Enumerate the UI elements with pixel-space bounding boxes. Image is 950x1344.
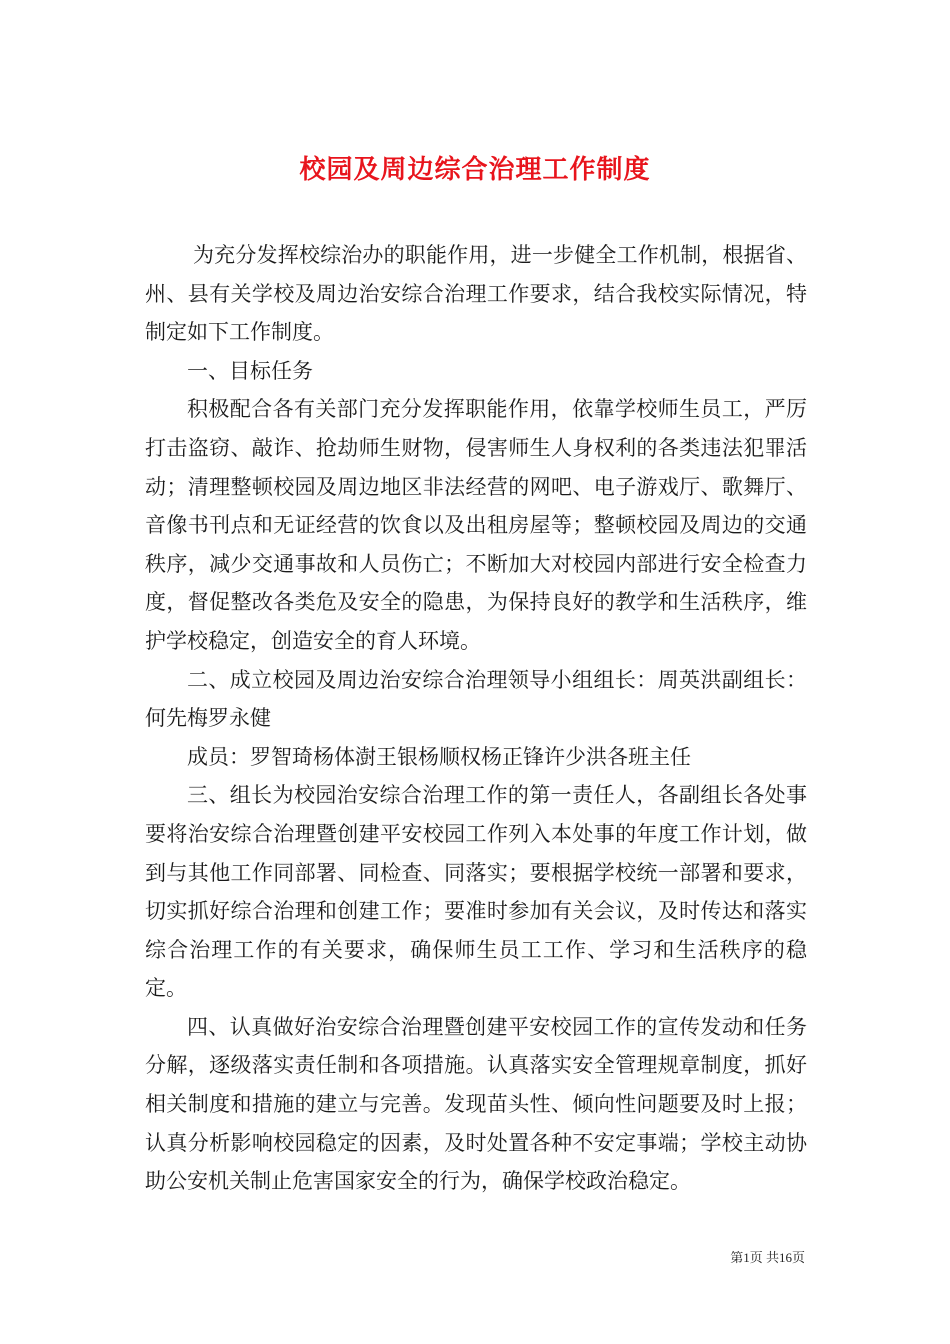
paragraph-members: 成员：罗智琦杨体澍王银杨顺权杨正锋许少洪各班主任: [187, 744, 691, 769]
page-title: 校园及周边综合治理工作制度: [299, 155, 651, 186]
paragraph-responsibility: 三、组长为校园治安综合治理工作的第一责任人，各副组长各处事要将治安综合治理暨创建平安校园工作列入本处事的年度工作计划，做到与其他工作同部署、同检查、同落实；要根据学校统一部署和要求，切实抓好综合治理和创建工作；要准时参加有关会议，及时传达和落实综合治理工作的有关要求，确保师生员工工作、学习和生活秩序的稳定。: [145, 783, 807, 1001]
footer-total-pages: 16: [778, 1250, 792, 1265]
paragraph-publicity: 四、认真做好治安综合治理暨创建平安校园工作的宣传发动和任务分解，逐级落实责任制和各项措施。认真落实安全管理规章制度，抓好相关制度和措施的建立与完善。发现苗头性、倾向性问题要及时上报；认真分析影响校园稳定的因素，及时处置各种不安定事端；学校主动协助公安机关制止危害国家安全的行为，确保学校政治稳定。: [145, 1014, 807, 1194]
page-footer: [0, 1247, 805, 1266]
footer-prefix: 第: [730, 1250, 744, 1265]
paragraph-goals: 积极配合各有关部门充分发挥职能作用，依靠学校师生员工，严厉打击盗窃、敲诈、抢劫师生财物，侵害师生人身权利的各类违法犯罪活动；清理整顿校园及周边地区非法经营的网吧、电子游戏厅、歌舞厅、音像书刊点和无证经营的饮食以及出租房屋等；整顿校园及周边的交通秩序，减少交通事故和人员伤亡；不断加大对校园内部进行安全检查力度，督促整改各类危及安全的隐患，为保持良好的教学和生活秩序，维护学校稳定，创造安全的育人环境。: [145, 397, 807, 653]
paragraph-intro: 为充分发挥校综治办的职能作用，进一步健全工作机制，根据省、州、县有关学校及周边治安综合治理工作要求，结合我校实际情况，特制定如下工作制度。: [145, 243, 807, 345]
footer-middle: 页 共: [749, 1250, 779, 1265]
footer-current-page: 1: [743, 1250, 750, 1265]
footer-suffix: 页: [791, 1250, 805, 1265]
section-heading-goals: 一、目标任务: [187, 358, 313, 383]
paragraph-leadership: 二、成立校园及周边治安综合治理领导小组组长：周英洪副组长：何先梅罗永健: [145, 667, 807, 731]
document-body: [145, 236, 807, 1201]
